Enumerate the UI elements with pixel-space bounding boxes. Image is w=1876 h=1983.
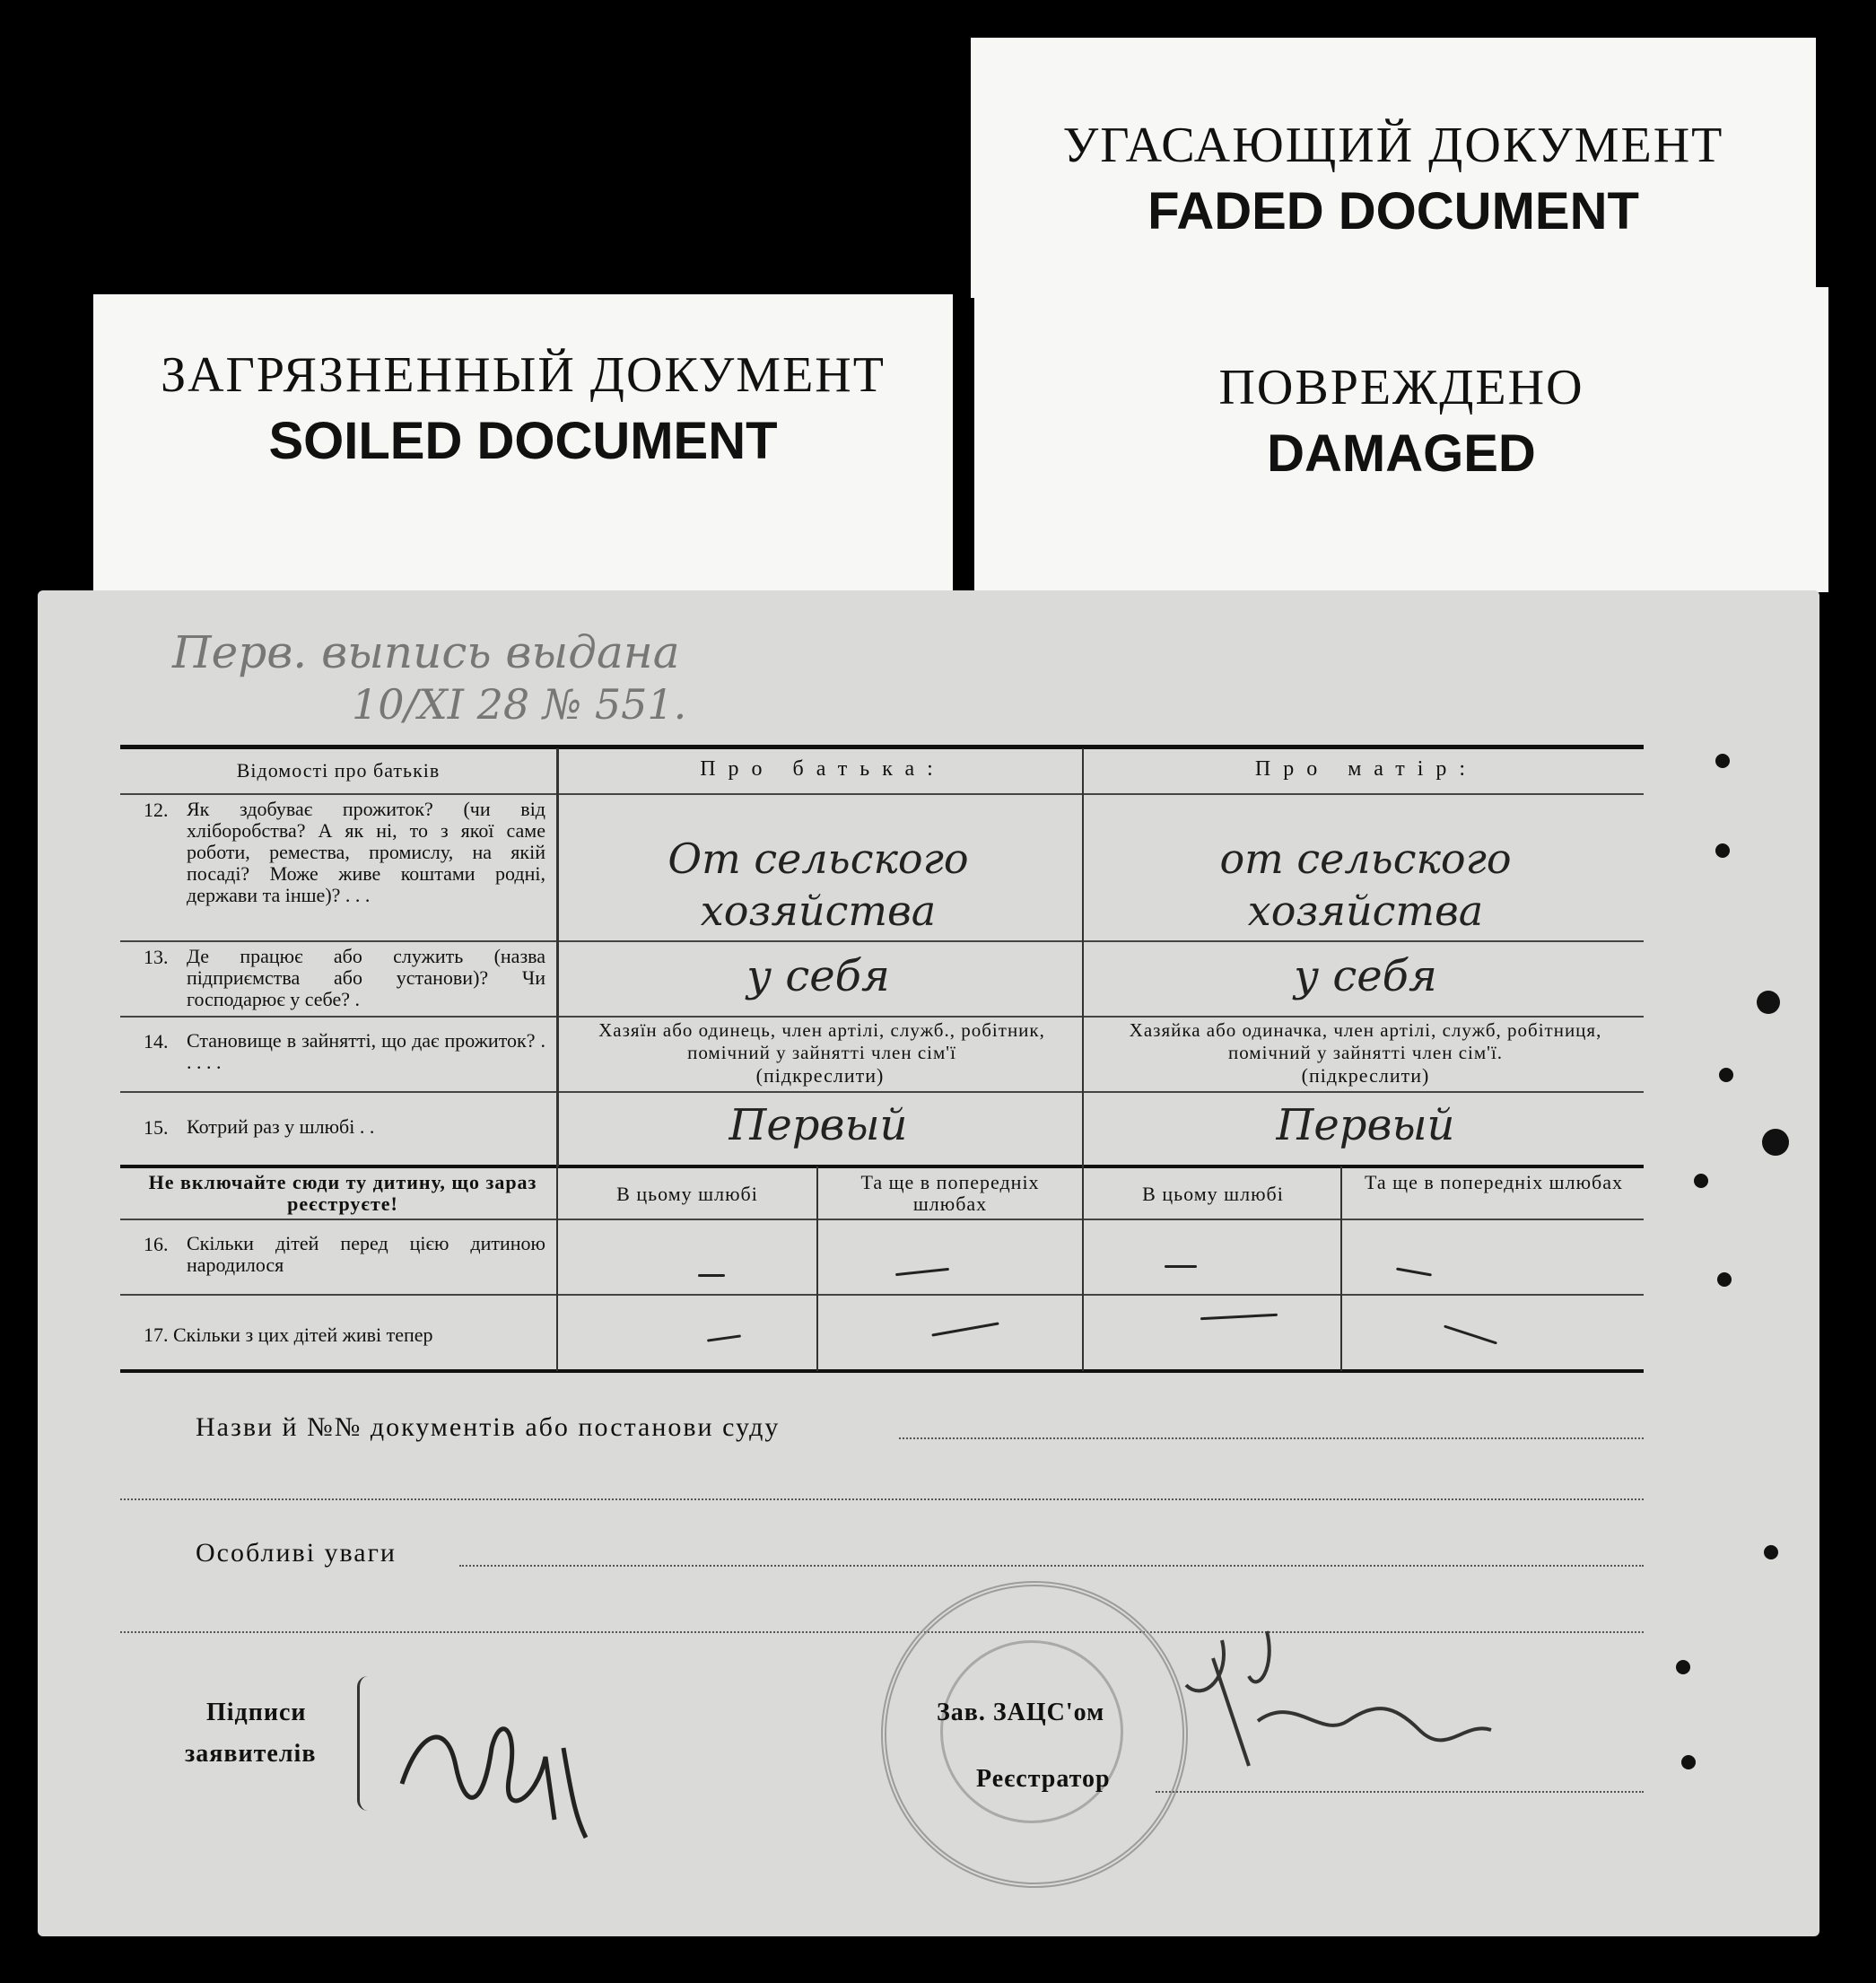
- q16-mother-prev-dash: [1396, 1268, 1432, 1277]
- notes-label: Особливі уваги: [196, 1538, 397, 1568]
- row12-divider: [120, 940, 1644, 942]
- punch-hole: [1694, 1174, 1708, 1188]
- q14-father-note: (підкреслити): [755, 1064, 885, 1087]
- registrar-label: Реєстратор: [976, 1765, 1111, 1793]
- q15-father-answer: Первый: [729, 1100, 908, 1150]
- col1-header: Відомості про батьків: [236, 759, 441, 782]
- punch-hole: [1715, 754, 1730, 768]
- signatures-label-1: Підписи: [206, 1699, 307, 1726]
- q16-mother-this-dash: [1165, 1265, 1197, 1268]
- notes-line-1: [459, 1565, 1644, 1567]
- punch-hole: [1715, 843, 1730, 858]
- header-divider: [120, 793, 1644, 795]
- faded-label-en: FADED DOCUMENT: [1147, 182, 1639, 240]
- faded-label-ru: УГАСАЮЩИЙ ДОКУМЕНТ: [1062, 118, 1724, 173]
- row13-divider: [120, 1016, 1644, 1018]
- mother-previous-marriages: Та ще в попередніх шлюбах: [1365, 1171, 1623, 1193]
- punch-hole: [1676, 1660, 1690, 1674]
- warning-text: Не включайте сюди ту дитину, що зараз реєструєте!: [148, 1171, 537, 1215]
- father-this-marriage: В цьому шлюбі: [616, 1183, 758, 1205]
- father-header: Про батька:: [700, 757, 946, 781]
- stamp-inner-ring: [940, 1640, 1123, 1823]
- punch-hole: [1719, 1068, 1733, 1082]
- q17-text: 17. Скільки з цих дітей живі тепер: [144, 1323, 433, 1346]
- table-bottom-rule: [120, 1369, 1644, 1373]
- head-label: Зав. ЗАЦС'ом: [937, 1699, 1105, 1726]
- q15-text: Котрий раз у шлюбі . .: [187, 1115, 375, 1138]
- official-round-stamp: [881, 1581, 1188, 1888]
- soiled-label-en: SOILED DOCUMENT: [268, 412, 778, 470]
- q16-text: Скільки дітей перед цією дитиною народилося: [187, 1232, 545, 1276]
- q17-father-this-dash: [707, 1334, 741, 1341]
- row14-divider: [120, 1091, 1644, 1093]
- q12-text: Як здобуває прожиток? (чи від хліборобства? А як ні, то з якої саме роботи, ремества, промислу, на якій посаді? Може живе коштами родні, держави та інше)? . . .: [187, 798, 545, 906]
- damaged-document-card: [974, 287, 1828, 592]
- registrar-signature: [1168, 1622, 1545, 1802]
- q13-text: Де працює або служить (назва підприємства або установи)? Чи господарює у себе? .: [187, 945, 545, 1010]
- punch-hole: [1717, 1272, 1732, 1287]
- q14-mother-note: (підкреслити): [1301, 1064, 1430, 1087]
- applicant-signature: [393, 1676, 608, 1847]
- signature-bracket: [357, 1676, 378, 1811]
- punch-hole: [1764, 1545, 1778, 1559]
- faded-document-card: [971, 38, 1816, 298]
- q16-father-prev-dash: [895, 1268, 949, 1276]
- soiled-document-card: [93, 294, 953, 599]
- q17-mother-prev-dash: [1444, 1324, 1497, 1344]
- registration-form-sheet: [38, 590, 1819, 1936]
- damaged-label-en: DAMAGED: [1267, 424, 1536, 483]
- row15-divider: [120, 1165, 1644, 1168]
- q15-mother-answer: Первый: [1276, 1100, 1455, 1150]
- col-divider-mother-sub: [1340, 1166, 1342, 1371]
- q12-father-answer: От сельского хозяйства: [668, 834, 969, 935]
- punch-hole: [1762, 1129, 1789, 1156]
- col-divider-2: [1082, 748, 1084, 1371]
- documents-line-1: [899, 1437, 1644, 1439]
- q17-father-prev-dash: [931, 1322, 999, 1336]
- q14-father-options: Хазяїн або одинець, член артілі, служб., робітник, помічний у зайнятті член сім'ї: [598, 1019, 1045, 1063]
- q14-text: Становище в зайнятті, що дає прожиток? . . . . .: [187, 1029, 545, 1073]
- q17-mother-this-dash: [1200, 1314, 1278, 1320]
- mother-header: Про матір:: [1254, 757, 1479, 781]
- punch-hole: [1681, 1755, 1696, 1769]
- q13-mother-answer: у себя: [1294, 951, 1437, 1001]
- documents-label: Назви й №№ документів або постанови суду: [196, 1412, 781, 1442]
- signatures-label-2: заявителів: [185, 1740, 317, 1768]
- q15-number: 15.: [144, 1116, 169, 1139]
- subheader-divider: [120, 1219, 1644, 1220]
- soiled-label-ru: ЗАГРЯЗНЕННЫЙ ДОКУМЕНТ: [161, 347, 886, 403]
- q13-number: 13.: [144, 946, 169, 968]
- top-note-line2: 10/XI 28 № 551.: [352, 680, 687, 729]
- col-divider-1b: [556, 1166, 558, 1371]
- punch-hole: [1757, 991, 1780, 1014]
- q13-father-answer: у себя: [746, 951, 890, 1001]
- damaged-label-ru: ПОВРЕЖДЕНО: [1218, 360, 1584, 415]
- top-note-line1: Перв. выпись выдана: [172, 626, 680, 678]
- q16-father-this-dash: [698, 1274, 725, 1277]
- father-previous-marriages: Та ще в попередніх шлюбах: [860, 1171, 1040, 1215]
- q12-number: 12.: [144, 799, 169, 821]
- row16-divider: [120, 1294, 1644, 1296]
- q14-number: 14.: [144, 1030, 169, 1053]
- col-divider-1: [556, 748, 559, 1166]
- q12-mother-answer: от сельского хозяйства: [1219, 834, 1512, 935]
- table-top-rule: [120, 745, 1644, 749]
- q14-mother-options: Хазяйка або одиначка, член артілі, служб, робітниця, помічний у зайнятті член сім'ї.: [1129, 1019, 1602, 1063]
- col-divider-father-sub: [816, 1166, 818, 1371]
- documents-line-2: [120, 1498, 1644, 1500]
- q16-number: 16.: [144, 1233, 169, 1255]
- mother-this-marriage: В цьому шлюбі: [1142, 1183, 1284, 1205]
